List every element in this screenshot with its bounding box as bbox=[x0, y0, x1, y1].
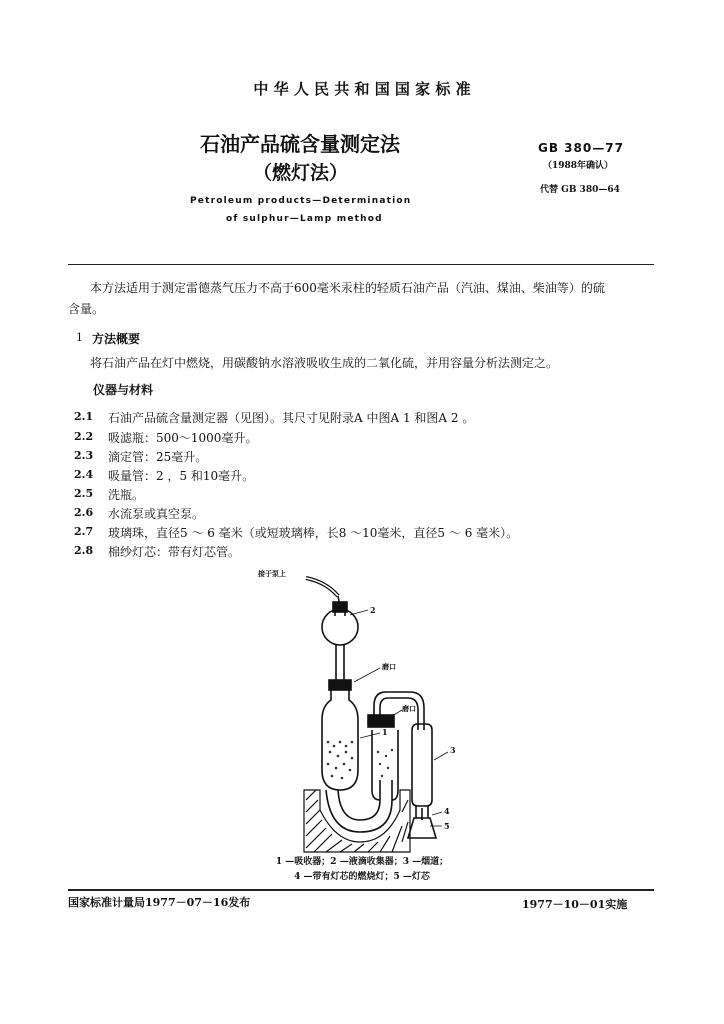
document-subtitle: （燃灯法） bbox=[253, 162, 349, 184]
section1-heading: 方法概要 bbox=[92, 332, 141, 346]
item-number: 2.6 bbox=[74, 506, 94, 519]
ground-joint-label-1: 磨口 bbox=[382, 662, 396, 671]
part-number-2: 2 bbox=[370, 605, 376, 615]
item-text: 吸量管：2 ，5 和10毫升。 bbox=[108, 469, 255, 483]
standard-org-title: 中 华 人 民 共 和 国 国 家 标 准 bbox=[253, 80, 471, 98]
item-number: 2.2 bbox=[74, 430, 94, 443]
item-number: 2.3 bbox=[74, 449, 94, 462]
section1-text: 将石油产品在灯中燃烧，用碳酸钠水溶液吸收生成的二氧化硫，并用容量分析法测定之。 bbox=[90, 356, 559, 370]
pump-connection-label: 接于泵上 bbox=[258, 569, 286, 578]
effective-date: 1977－10－01实施 bbox=[522, 898, 628, 911]
issuer-date: 国家标准计量局1977－07－16发布 bbox=[68, 896, 251, 909]
reaffirmed-note: （1988年确认） bbox=[543, 161, 614, 171]
item-text: 吸滤瓶：500～1000毫升。 bbox=[108, 431, 258, 445]
item-text: 玻璃珠，直径5 ～ 6 毫米（或短玻璃棒，长8 ～10毫米，直径5 ～ 6 毫米）。 bbox=[108, 526, 519, 540]
part-number-1: 1 bbox=[382, 727, 388, 737]
standard-code: GB 380—77 bbox=[538, 141, 624, 155]
item-number: 2.5 bbox=[74, 487, 94, 500]
item-text: 石油产品硫含量测定器（见图）。其尺寸见附录A 中图A 1 和图A 2 。 bbox=[108, 411, 475, 425]
part-number-3: 3 bbox=[450, 745, 456, 755]
figure-caption-line1: 1 —吸收器；2 —液滴收集器；3 —烟道； bbox=[275, 857, 449, 867]
part-number-4: 4 bbox=[444, 806, 450, 816]
document-title: 石油产品硫含量测定法 bbox=[200, 132, 400, 156]
intro-line1: 本方法适用于测定雷德蒸气压力不高于600毫米汞柱的轻质石油产品（汽油、煤油、柴油等）的硫 bbox=[90, 281, 605, 295]
item-text: 洗瓶。 bbox=[108, 488, 145, 502]
item-text: 水流泵或真空泵。 bbox=[108, 507, 205, 521]
section1-number: 1 bbox=[76, 331, 83, 344]
footer-divider bbox=[68, 889, 654, 891]
item-number: 2.7 bbox=[74, 525, 94, 538]
intro-line2: 含量。 bbox=[68, 302, 105, 316]
item-text: 棉纱灯芯：带有灯芯管。 bbox=[108, 545, 241, 559]
english-title-line1: Petroleum products—Determination bbox=[190, 196, 412, 206]
english-title-line2: of sulphur—Lamp method bbox=[226, 214, 383, 224]
item-text: 滴定管：25毫升。 bbox=[108, 450, 208, 464]
item-number: 2.4 bbox=[74, 468, 94, 481]
section2-heading: 仪器与材料 bbox=[93, 383, 154, 397]
item-number: 2.1 bbox=[74, 410, 94, 423]
replaces-note: 代替 GB 380—64 bbox=[540, 185, 620, 195]
figure-caption-line2: 4 —带有灯芯的燃烧灯；5 —灯芯 bbox=[294, 872, 430, 882]
ground-joint-label-2: 磨口 bbox=[402, 704, 416, 713]
part-number-5: 5 bbox=[444, 821, 450, 831]
item-number: 2.8 bbox=[74, 544, 94, 557]
